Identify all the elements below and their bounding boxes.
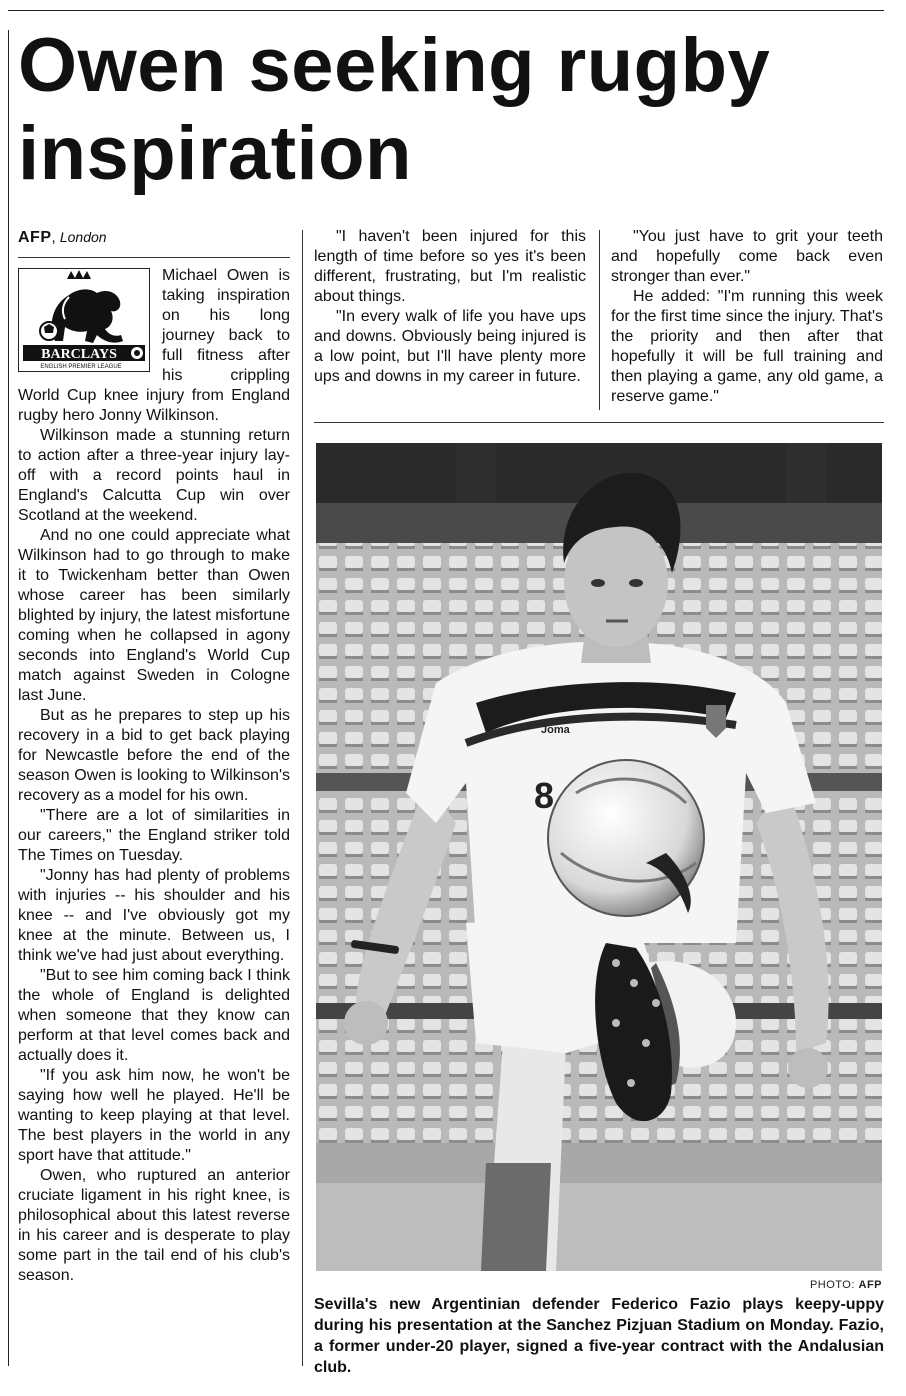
photo-caption: Sevilla's new Argentinian defender Federico Fazio plays keepy-uppy during his presentation at the Sanchez Pizjuan Stadium on Monday. Fazio, a former under-20 player, signed a five-year contract with the Andalusian club. xyxy=(314,1296,884,1376)
left-rule xyxy=(8,30,9,1366)
column3-paragraph: "You just have to grit your teeth and hopefully come back even stronger than ever." xyxy=(611,228,883,285)
photo-credit-label: PHOTO: xyxy=(809,1279,855,1291)
headline: Owen seeking rugby inspiration xyxy=(18,23,771,196)
photo-credit xyxy=(700,1279,882,1291)
article-column-1 xyxy=(18,266,290,1286)
column1-top-rule xyxy=(18,257,290,258)
column1-paragraph: But as he prepares to step up his recovery in a bid to get back playing for Newcastle before the end of the season Owen is looking to Wilkinson's recovery as a model for his own. xyxy=(18,707,290,804)
column1-paragraph: And no one could appreciate what Wilkinson had to go through to make it to Twickenham better than Owen whose career has been similarly blighted by injury, the latest misfortune coming when he collapsed in agony seconds into England's World Cup match against Sweden in Cologne last June. xyxy=(18,527,290,704)
byline-agency: AFP xyxy=(18,229,52,246)
column1-paragraph: Wilkinson made a stunning return to action after a three-year injury lay-off with a record points haul in England's Calcutta Cup win over Scotland at the weekend. xyxy=(18,427,290,524)
column-divider-2 xyxy=(599,230,600,410)
column2-paragraph: "I haven't been injured for this length of time before so yes it's been different, frustrating, but I'm realistic about things. xyxy=(314,228,586,305)
photo-top-rule xyxy=(314,422,884,423)
shirt-brand: Joma xyxy=(541,724,570,736)
top-rule xyxy=(8,10,884,11)
shirt-number: 8 xyxy=(534,775,555,816)
logo-league: ENGLISH PREMIER LEAGUE xyxy=(40,364,122,370)
byline: AFP, London xyxy=(18,229,107,246)
article-column-3 xyxy=(611,227,883,407)
photo-credit-agency: AFP xyxy=(858,1279,882,1291)
article-column-2 xyxy=(314,227,586,387)
column3-paragraph: He added: "I'm running this week for the first time since the injury. That's the priority and then after that hopefully it will be full training and then playing a game, any old game, a reserve game." xyxy=(611,288,883,405)
logo-brand: BARCLAYS xyxy=(41,347,117,362)
column1-paragraph: "If you ask him now, he won't be saying how well he played. He'll be wanting to keep playing at that level. The best players in the world in any sport have that attitude." xyxy=(18,1067,290,1164)
footballer-photo-illustration xyxy=(316,443,882,1271)
column1-paragraph: "There are a lot of similarities in our careers," the England striker told The Times on Tuesday. xyxy=(18,807,290,864)
column2-paragraph: "In every walk of life you have ups and downs. Obviously being injured is a low point, but I'll have plenty more ups and downs in my career in future. xyxy=(314,308,586,385)
column1-paragraph: "But to see him coming back I think the whole of England is delighted when someone that they know can perform at that level comes back and actually does it. xyxy=(18,967,290,1064)
lion-crest-icon xyxy=(19,269,149,371)
column-divider-1 xyxy=(302,230,303,1366)
premier-league-logo xyxy=(18,268,150,372)
news-photo xyxy=(316,443,882,1271)
column1-paragraph: Owen, who ruptured an anterior cruciate ligament in his right knee, is philosophical about this latest reverse in his career and is desperate to play some part in the tail end of his club's season. xyxy=(18,1167,290,1284)
column1-paragraph: Michael Owen is taking inspiration on his long journey back to full fitness after his crippling World Cup knee injury from England rugby hero Jonny Wilkinson. xyxy=(18,267,290,424)
column1-paragraph: "Jonny has had plenty of problems with injuries -- his shoulder and his knee -- and I've obviously got my knee at the minute. Between us, I think we've had just about everything. xyxy=(18,867,290,964)
byline-city: London xyxy=(59,229,107,245)
